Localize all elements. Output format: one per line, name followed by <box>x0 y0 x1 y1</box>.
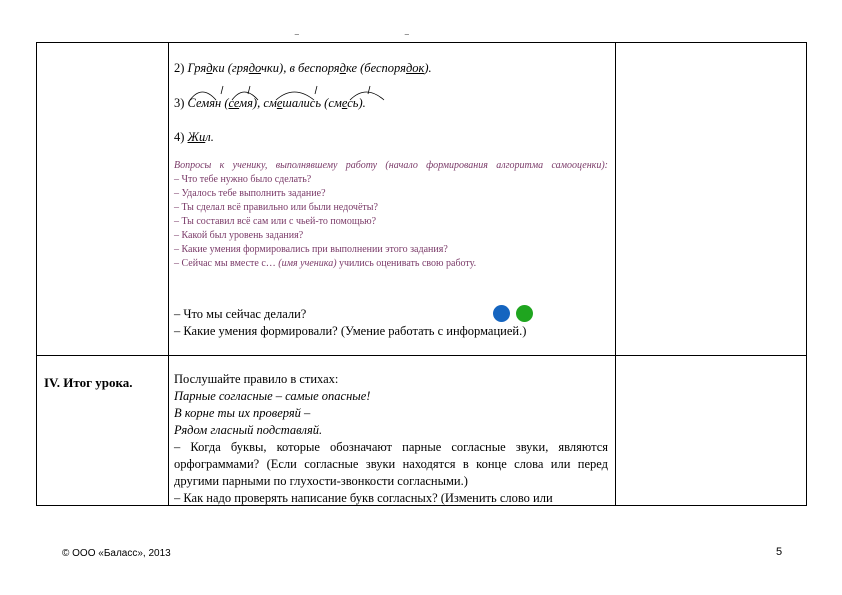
copyright-footer: © ООО «Баласс», 2013 <box>62 548 171 559</box>
green-circle <box>516 305 533 322</box>
list-item: – Сейчас мы вместе с… (имя ученика) учились оценивать свою работу. <box>174 258 477 269</box>
example-2: 2) Грядки (грядочки), в беспорядке (беспорядок). <box>174 61 432 75</box>
example-3: 3) Семян (семя), смешались (смесь). <box>174 96 366 110</box>
blue-circle <box>493 305 510 322</box>
list-item: – Удалось тебе выполнить задание? <box>174 188 326 199</box>
page-number: 5 <box>776 546 783 558</box>
summary-content: Послушайте правило в стихах: Парные согласные – самые опасные! В корне ты их проверяй – Рядом гласный подставляй. – Когда буквы, которые обозначают парные согласные звуки, являются орфограммами? (Если согласные звуки находятся в конце слова или перед другими парными по глухости-звонкости согласными.) – Как надо проверять написание букв согласных? (Изменить слово или <box>174 372 608 505</box>
list-item: – Что тебе нужно было сделать? <box>174 174 312 185</box>
list-item: – Какой был уровень задания? <box>174 230 304 241</box>
example-4: 4) Жил. <box>174 130 214 144</box>
list-item: – Ты сделал всё правильно или были недочёты? <box>174 202 378 213</box>
closing-questions: – Что мы сейчас делали? – Какие умения формировали? (Умение работать с информацией.) <box>174 307 527 338</box>
column-divider-2 <box>615 43 616 505</box>
column-divider-1 <box>168 43 169 505</box>
poem-line: Рядом гласный подставляй. <box>174 423 323 437</box>
teacher-questions: Вопросы к ученику, выполнявшему работу (начало формирования алгоритма самооценки): – Что тебе нужно было сделать? – Удалось тебе выполнить задание? – Ты сделал всё правильно или были недочёты? – Ты составил всё сам или с чьей-то помощью? – Какой был уровень задания? – Какие умения формировались при выполнении этого задания? – Сейчас мы вместе с… (имя ученика) учились оценивать свою работу. <box>174 160 608 269</box>
stress-mark: ‾ <box>405 34 409 46</box>
stress-mark: ‾ <box>295 34 299 46</box>
row-divider <box>37 355 806 356</box>
list-item: – Какие умения формировались при выполнении этого задания? <box>174 244 448 255</box>
list-item: – Ты составил всё сам или с чьей-то помощью? <box>174 216 377 227</box>
stage-label: IV. Итог урока. <box>44 375 133 390</box>
poem-line: В корне ты их проверяй – <box>174 406 311 420</box>
poem-line: Парные согласные – самые опасные! <box>174 389 371 403</box>
